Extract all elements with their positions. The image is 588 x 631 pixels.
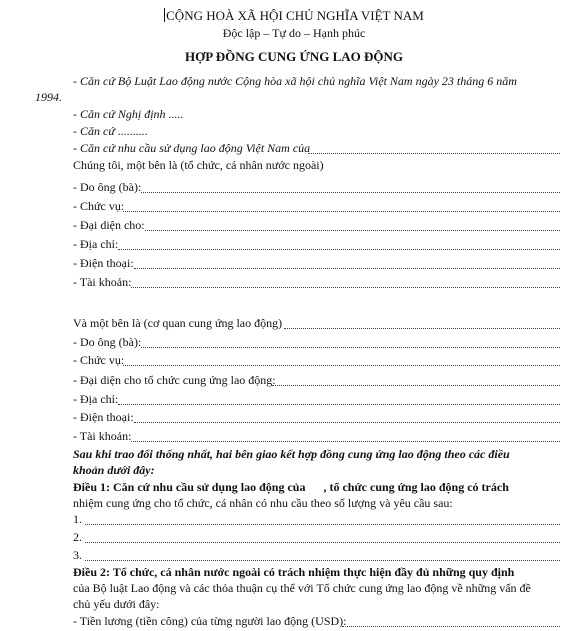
article-1-item-1-label: 1. — [73, 512, 82, 526]
party-b-position-label: - Chức vụ: — [73, 353, 125, 367]
party-a-intro: Chúng tôi, một bên là (tổ chức, cá nhân nước ngoài) — [73, 158, 324, 172]
party-b-name-label: - Do ông (bà): — [73, 335, 142, 349]
wage-blank[interactable] — [342, 626, 560, 627]
party-a-account-label: - Tài khoản: — [73, 275, 132, 289]
wage-label: - Tiền lương (tiền công) của từng người lao động (USD): — [73, 614, 347, 628]
party-b-account-blank[interactable] — [131, 441, 560, 442]
article-1-item-2-label: 2. — [73, 530, 82, 544]
party-b-representative-label: - Đại diện cho tổ chức cung ứng lao động: — [73, 373, 276, 387]
party-b-phone-blank[interactable] — [134, 422, 560, 423]
basis-2: - Căn cứ Nghị định ..... — [73, 107, 184, 121]
text-cursor — [164, 8, 165, 22]
party-a-name-blank[interactable] — [141, 192, 560, 193]
article-1-item-1-blank[interactable] — [85, 524, 560, 525]
party-a-position-label: - Chức vụ: — [73, 199, 125, 213]
party-a-phone-label: - Điện thoại: — [73, 256, 134, 270]
article-2-heading: Điều 2: Tổ chức, cá nhân nước ngoài có trách nhiệm thực hiện đầy đủ những quy định — [73, 565, 515, 579]
basis-3: - Căn cứ .......... — [73, 124, 148, 138]
party-a-account-blank[interactable] — [131, 287, 560, 288]
national-heading: CỘNG HOÀ XÃ HỘI CHỦ NGHĨA VIỆT NAM — [166, 8, 424, 23]
party-b-address-blank[interactable] — [118, 404, 560, 405]
party-a-address-label: - Địa chỉ: — [73, 237, 119, 251]
article-1-item-3-label: 3. — [73, 548, 82, 562]
party-a-position-blank[interactable] — [123, 211, 560, 212]
article-1-body: nhiệm cung ứng cho tổ chức, cá nhân có nhu cầu theo số lượng và yêu cầu sau: — [73, 496, 453, 510]
party-b-name-blank[interactable] — [141, 347, 560, 348]
basis-4-blank[interactable] — [308, 153, 560, 154]
party-a-representative-blank[interactable] — [145, 230, 560, 231]
article-1-heading: Điều 1: Căn cứ nhu cầu sử dụng lao động của , tổ chức cung ứng lao động có trách — [73, 480, 509, 494]
agreement-line2: khoản dưới đây: — [73, 463, 155, 477]
article-2-line3: chủ yếu dưới đây: — [73, 597, 160, 611]
party-b-account-label: - Tài khoản: — [73, 429, 132, 443]
article-1-item-2-blank[interactable] — [85, 542, 560, 543]
national-motto: Độc lập – Tự do – Hạnh phúc — [222, 26, 366, 40]
article-2-line2: của Bộ luật Lao động và các thỏa thuận cụ thể với Tổ chức cung ứng lao động về những vấn đề — [73, 581, 531, 595]
basis-4: - Căn cứ nhu cầu sử dụng lao động Việt Nam của — [73, 141, 311, 155]
party-b-intro-blank[interactable] — [284, 328, 560, 329]
basis-1-line2: 1994. — [35, 90, 62, 104]
party-b-representative-blank[interactable] — [272, 385, 560, 386]
agreement-line1: Sau khi trao đổi thống nhất, hai bên giao kết hợp đồng cung ứng lao động theo các điều — [73, 447, 510, 461]
party-a-name-label: - Do ông (bà): — [73, 180, 142, 194]
basis-1-line1: - Căn cứ Bộ Luật Lao động nước Cộng hòa xã hội chủ nghĩa Việt Nam ngày 23 tháng 6 năm — [73, 74, 517, 88]
party-b-address-label: - Địa chỉ: — [73, 392, 119, 406]
article-1-item-3-blank[interactable] — [85, 560, 560, 561]
party-b-position-blank[interactable] — [123, 365, 560, 366]
party-b-phone-label: - Điện thoại: — [73, 410, 134, 424]
party-a-phone-blank[interactable] — [134, 268, 560, 269]
party-b-intro: Và một bên là (cơ quan cung ứng lao động) — [73, 316, 283, 330]
party-a-address-blank[interactable] — [118, 249, 560, 250]
party-a-representative-label: - Đại diện cho: — [73, 218, 145, 232]
document-title: HỢP ĐỒNG CUNG ỨNG LAO ĐỘNG — [185, 49, 403, 64]
